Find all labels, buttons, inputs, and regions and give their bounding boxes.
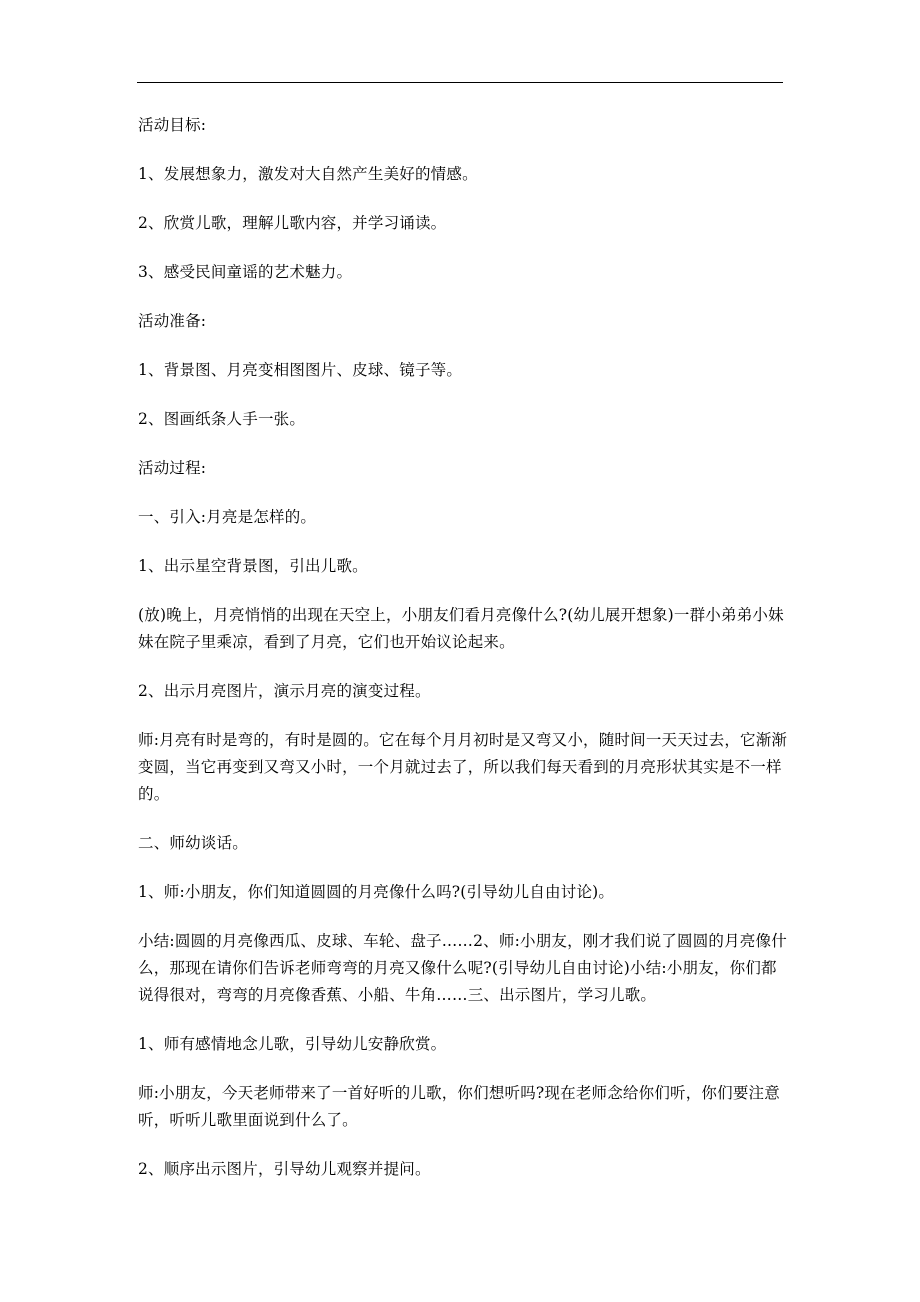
section-one-title: 一、引入:月亮是怎样的。 xyxy=(138,508,317,526)
process-step-2: 2、出示月亮图片，演示月亮的演变过程。 xyxy=(138,682,431,700)
document-body xyxy=(138,112,788,1183)
goal-item-3: 3、感受民间童谣的艺术魅力。 xyxy=(138,263,353,281)
recital-step-1: 1、师有感情地念儿歌，引导幼儿安静欣赏。 xyxy=(138,1035,447,1053)
process-step-1: 1、出示星空背景图，引出儿歌。 xyxy=(138,557,368,575)
goal-item-1: 1、发展想象力，激发对大自然产生美好的情感。 xyxy=(138,165,478,183)
heading-activity-goals: 活动目标: xyxy=(138,116,207,134)
heading-activity-preparation: 活动准备: xyxy=(138,312,207,330)
header-rule xyxy=(137,82,783,83)
heading-activity-process: 活动过程: xyxy=(138,459,207,477)
teacher-explanation-paragraph: 师:月亮有时是弯的，有时是圆的。它在每个月月初时是又弯又小，随时间一天天过去，它渐渐变圆，当它再变到又弯又小时，一个月就过去了，所以我们每天看到的月亮形状其实是不一样的。 xyxy=(138,731,788,803)
preparation-item-2: 2、图画纸条人手一张。 xyxy=(138,410,306,428)
goal-item-2: 2、欣赏儿歌，理解儿歌内容，并学习诵读。 xyxy=(138,214,447,232)
teacher-intro-paragraph: 师:小朋友，今天老师带来了一首好听的儿歌，你们想听吗?现在老师念给你们听，你们要注意听，听听儿歌里面说到什么了。 xyxy=(138,1084,780,1129)
discussion-step-1: 1、师:小朋友，你们知道圆圆的月亮像什么吗?(引导幼儿自由讨论)。 xyxy=(138,883,615,901)
narration-paragraph: (放)晚上，月亮悄悄的出现在天空上，小朋友们看月亮像什么?(幼儿展开想象)一群小弟弟小妹妹在院子里乘凉，看到了月亮，它们也开始议论起来。 xyxy=(138,606,784,651)
section-two-title: 二、师幼谈话。 xyxy=(138,834,248,852)
summary-paragraph: 小结:圆圆的月亮像西瓜、皮球、车轮、盘子……2、师:小朋友，刚才我们说了圆圆的月亮像什么，那现在请你们告诉老师弯弯的月亮又像什么呢?(引导幼儿自由讨论)小结:小朋友，你们都说得很对，弯弯的月亮像香蕉、小船、牛角……三、出示图片，学习儿歌。 xyxy=(138,932,787,1004)
recital-step-2: 2、顺序出示图片，引导幼儿观察并提问。 xyxy=(138,1160,431,1178)
preparation-item-1: 1、背景图、月亮变相图图片、皮球、镜子等。 xyxy=(138,361,463,379)
